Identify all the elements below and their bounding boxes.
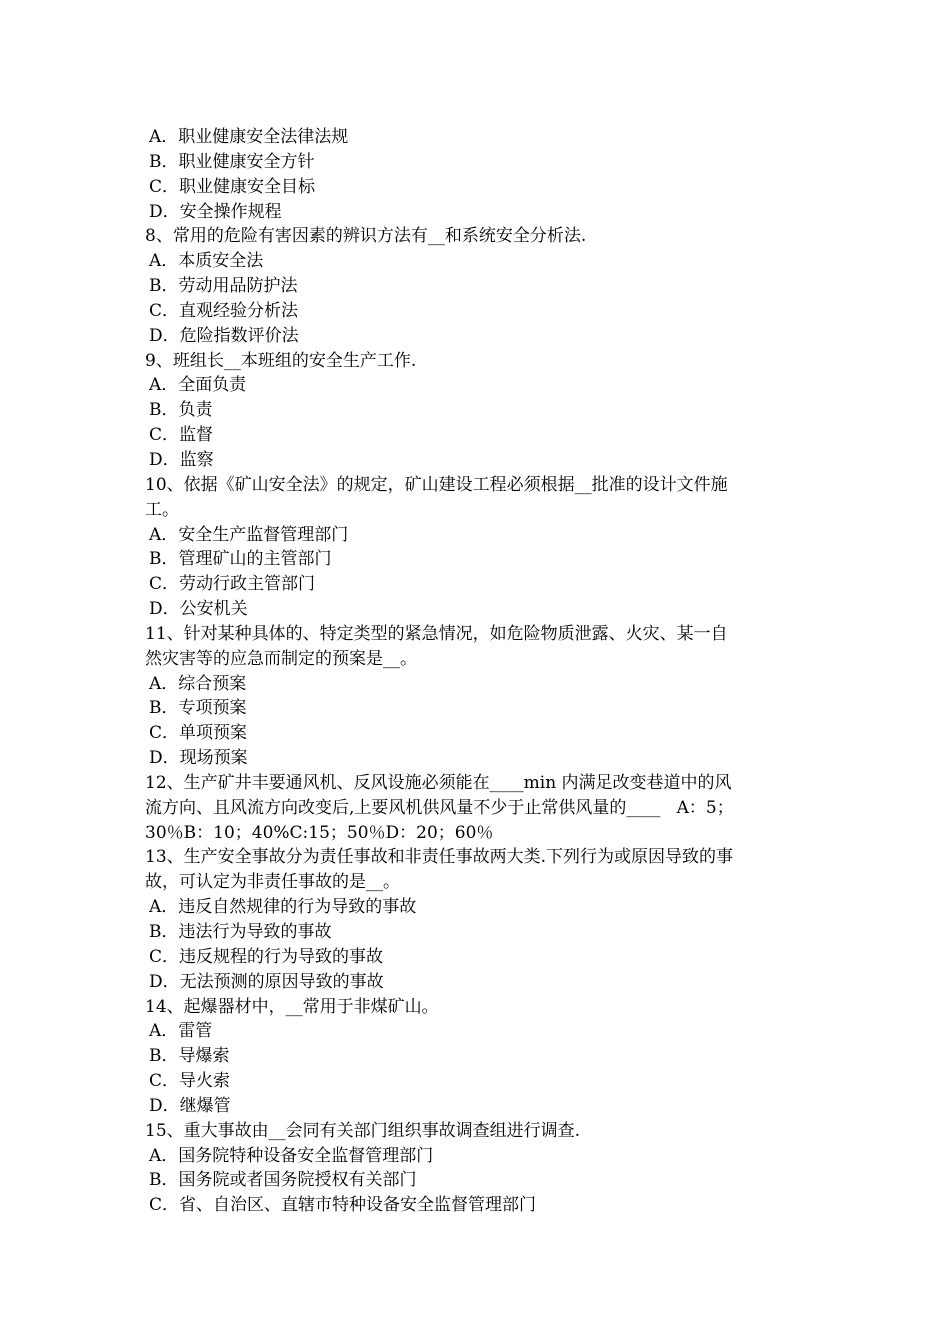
answer-option: C．单项预案 [149,723,248,744]
question-text: 14、起爆器材中，__常用于非煤矿山。 [145,996,439,1017]
answer-option: A．本质安全法 [149,251,264,272]
answer-option: A．安全生产监督管理部门 [149,524,349,545]
question-text: 11、针对某种具体的、特定类型的紧急情况，如危险物质泄露、火灾、某一自 [145,623,728,644]
answer-option: A．综合预案 [149,673,247,694]
question-text: 然灾害等的应急而制定的预案是__。 [145,648,417,669]
answer-option: C．直观经验分析法 [149,300,299,321]
answer-option: A．国务院特种设备安全监督管理部门 [149,1145,434,1166]
answer-option: D．监察 [149,449,214,470]
question-text: 12、生产矿井丰要通风机、反风设施必须能在____min 内满足改变巷道中的风 [145,772,732,793]
answer-option: B．管理矿山的主管部门 [149,549,332,570]
answer-option: B．劳动用品防护法 [149,276,298,297]
answer-option: C．省、自治区、直辖市特种设备安全监督管理部门 [149,1195,537,1216]
answer-option: D．无法预测的原因导致的事故 [149,971,384,992]
question-text: 30％B：10；40%C:15；50％D：20；60％ [145,822,494,843]
answer-option: B．国务院或者国务院授权有关部门 [149,1170,417,1191]
answer-option: B．导爆索 [149,1046,230,1067]
answer-option: B．负责 [149,400,213,421]
answer-option: B．职业健康安全方针 [149,151,315,172]
answer-option: B．专项预案 [149,698,247,719]
answer-option: C．劳动行政主管部门 [149,574,316,595]
answer-option: A．职业健康安全法律法规 [149,127,349,147]
question-text: 工。 [145,499,179,520]
answer-option: A．全面负责 [149,375,247,396]
document-body [145,125,810,1218]
question-text: 故，可认定为非责任事故的是__。 [145,872,400,893]
answer-option: D．危险指数评价法 [149,325,299,346]
answer-option: C．导火索 [149,1071,231,1092]
answer-option: D．继爆管 [149,1095,231,1116]
answer-option: A．雷管 [149,1021,213,1042]
answer-option: D．现场预案 [149,748,248,769]
question-text: 10、依据《矿山安全法》的规定，矿山建设工程必须根据__批准的设计文件施 [145,474,728,495]
answer-option: C．职业健康安全目标 [149,176,316,197]
answer-option: D．安全操作规程 [149,201,282,222]
answer-option: D．公安机关 [149,599,248,620]
answer-option: A．违反自然规律的行为导致的事故 [149,897,417,918]
answer-option: C．监督 [149,425,214,446]
question-text: 流方向、且风流方向改变后,上要风机供风量不少于止常供风量的____ A：5； [145,797,734,818]
question-text: 8、常用的危险有害因素的辨识方法有__和系统安全分析法. [145,226,587,247]
question-text: 13、生产安全事故分为责任事故和非责任事故两大类.下列行为或原因导致的事 [145,847,734,868]
answer-option: C．违反规程的行为导致的事故 [149,946,384,967]
question-text: 15、重大事故由__会同有关部门组织事故调查组进行调查. [145,1120,581,1141]
question-text: 9、班组长__本班组的安全生产工作. [145,350,417,371]
answer-option: B．违法行为导致的事故 [149,922,332,942]
